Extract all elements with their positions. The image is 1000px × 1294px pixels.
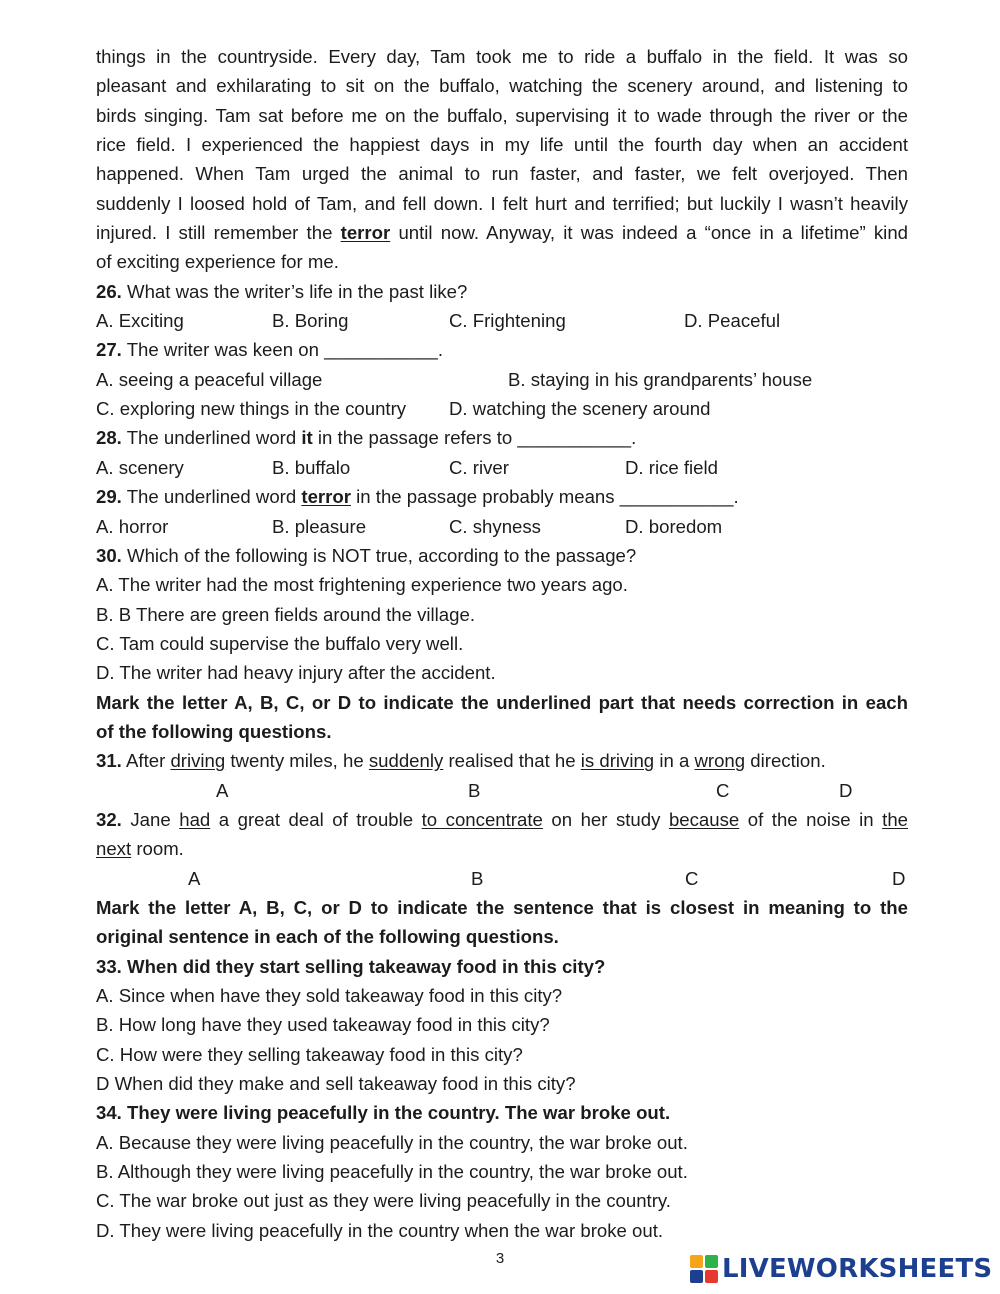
q31-label-a: A [216, 779, 229, 801]
q27-option-c[interactable]: C. exploring new things in the country [96, 398, 407, 420]
question-27: 27. The writer was keen on ___________. [96, 339, 443, 361]
q33-option-b[interactable]: B. How long have they used takeaway food in this city? [96, 1014, 550, 1036]
q29-option-c[interactable]: C. shyness [449, 515, 541, 537]
q34-option-d[interactable]: D. They were living peacefully in the country when the war broke out. [96, 1219, 664, 1241]
section-instruction: Mark the letter A, B, C, or D to indicate the underlined part that needs correction in each [96, 691, 908, 713]
q27-option-b[interactable]: B. staying in his grandparents’ house [508, 368, 813, 390]
q26-option-a[interactable]: A. Exciting [96, 310, 184, 332]
q32-label-b: B [471, 867, 484, 889]
q32-label-d: D [892, 867, 906, 889]
q30-option-b[interactable]: B. B There are green fields around the village. [96, 603, 475, 625]
logo-text: LIVEWORKSHEETS [722, 1254, 993, 1284]
q33-option-d[interactable]: D When did they make and sell takeaway food in this city? [96, 1073, 576, 1095]
question-34: 34. They were living peacefully in the country. The war broke out. [96, 1102, 671, 1124]
passage-line: happened. When Tam urged the animal to run faster, and faster, we felt overjoyed. Then [96, 163, 908, 185]
q31-label-d: D [839, 779, 853, 801]
q27-options-row1 [96, 365, 908, 394]
section-instruction: original sentence in each of the following questions. [96, 926, 559, 948]
q32-label-a: A [188, 867, 201, 889]
passage-line: suddenly I loosed hold of Tam, and fell down. I felt hurt and terrified; but luckily I wasn’t heavily [96, 192, 908, 214]
logo-square [690, 1270, 703, 1283]
question-31: 31. After driving twenty miles, he suddenly realised that he is driving in a wrong direction. [96, 750, 826, 772]
q30-option-c[interactable]: C. Tam could supervise the buffalo very well. [96, 632, 464, 654]
q28-option-a[interactable]: A. scenery [96, 456, 184, 478]
q32-part-c[interactable]: because [668, 808, 740, 830]
q32-labels [96, 864, 908, 893]
question-32: 32. Jane had a great deal of trouble to concentrate on her study because of the noise in the [96, 808, 909, 830]
logo-square [690, 1255, 703, 1268]
keyword-it: it [301, 427, 313, 449]
q27-option-d[interactable]: D. watching the scenery around [449, 398, 711, 420]
q31-part-a[interactable]: driving [170, 750, 226, 772]
q29-option-a[interactable]: A. horror [96, 515, 169, 537]
q29-options [96, 512, 908, 541]
passage-line: injured. I still remember the terror until now. Anyway, it was indeed a “once in a lifetime” kind [96, 222, 908, 244]
q28-option-b[interactable]: B. buffalo [272, 456, 351, 478]
q34-option-c[interactable]: C. The war broke out just as they were living peacefully in the country. [96, 1190, 671, 1212]
q29-option-d[interactable]: D. boredom [625, 515, 723, 537]
q31-part-c[interactable]: is driving [580, 750, 655, 772]
liveworksheets-logo[interactable] [690, 1253, 992, 1285]
q27-option-a[interactable]: A. seeing a peaceful village [96, 368, 323, 390]
q32-label-c: C [685, 867, 699, 889]
q28-option-d[interactable]: D. rice field [625, 456, 718, 478]
q27-options-row2 [96, 394, 908, 423]
q31-part-b[interactable]: suddenly [368, 750, 444, 772]
keyword-terror: terror [301, 486, 351, 508]
q30-option-d[interactable]: D. The writer had heavy injury after the accident. [96, 662, 496, 684]
logo-square [705, 1270, 718, 1283]
passage-line: birds singing. Tam sat before me on the buffalo, supervising it to wade through the river or the [96, 104, 908, 126]
q26-options [96, 306, 908, 335]
question-28: 28. The underlined word it in the passage refers to ___________. [96, 427, 637, 449]
question-33: 33. When did they start selling takeaway food in this city? [96, 955, 606, 977]
q32-part-a[interactable]: had [179, 808, 211, 830]
underlined-word-terror: terror [340, 222, 391, 244]
passage-line: things in the countryside. Every day, Tam took me to ride a buffalo in the field. It was so [96, 46, 908, 67]
question-29: 29. The underlined word terror in the passage probably means ___________. [96, 486, 739, 508]
q31-label-c: C [716, 779, 730, 801]
q31-label-b: B [468, 779, 481, 801]
q29-option-b[interactable]: B. pleasure [272, 515, 367, 537]
q33-option-c[interactable]: C. How were they selling takeaway food in this city? [96, 1043, 523, 1065]
page-number: 3 [495, 1250, 505, 1267]
q28-option-c[interactable]: C. river [449, 456, 509, 478]
q34-option-b[interactable]: B. Although they were living peacefully in the country, the war broke out. [96, 1161, 688, 1183]
passage-line: pleasant and exhilarating to sit on the buffalo, watching the scenery around, and listening to [96, 75, 908, 97]
q28-options [96, 453, 908, 482]
question-30: 30. Which of the following is NOT true, according to the passage? [96, 544, 637, 566]
worksheet-page [96, 42, 908, 1245]
q32-part-d[interactable]: the [882, 808, 909, 830]
section-instruction: of the following questions. [96, 720, 332, 742]
question-26: 26. What was the writer’s life in the past like? [96, 280, 468, 302]
q26-option-b[interactable]: B. Boring [272, 310, 349, 332]
q32-part-d-cont[interactable]: next [96, 838, 132, 860]
passage-line: rice field. I experienced the happiest days in my life until the fourth day when an accident [96, 134, 908, 156]
q34-option-a[interactable]: A. Because they were living peacefully in the country, the war broke out. [96, 1131, 688, 1153]
q31-part-d[interactable]: wrong [694, 750, 746, 772]
logo-square [705, 1255, 718, 1268]
passage-line: of exciting experience for me. [96, 251, 339, 273]
logo-squares-icon [690, 1255, 718, 1283]
q30-option-a[interactable]: A. The writer had the most frightening experience two years ago. [96, 574, 628, 596]
q26-option-c[interactable]: C. Frightening [449, 310, 566, 332]
section-instruction: Mark the letter A, B, C, or D to indicate the sentence that is closest in meaning to the [96, 896, 908, 918]
q31-labels [96, 776, 908, 805]
q26-option-d[interactable]: D. Peaceful [684, 310, 781, 332]
q32-part-b[interactable]: to concentrate [421, 808, 543, 830]
q33-option-a[interactable]: A. Since when have they sold takeaway food in this city? [96, 985, 563, 1006]
question-32-cont: next room. [96, 838, 184, 860]
